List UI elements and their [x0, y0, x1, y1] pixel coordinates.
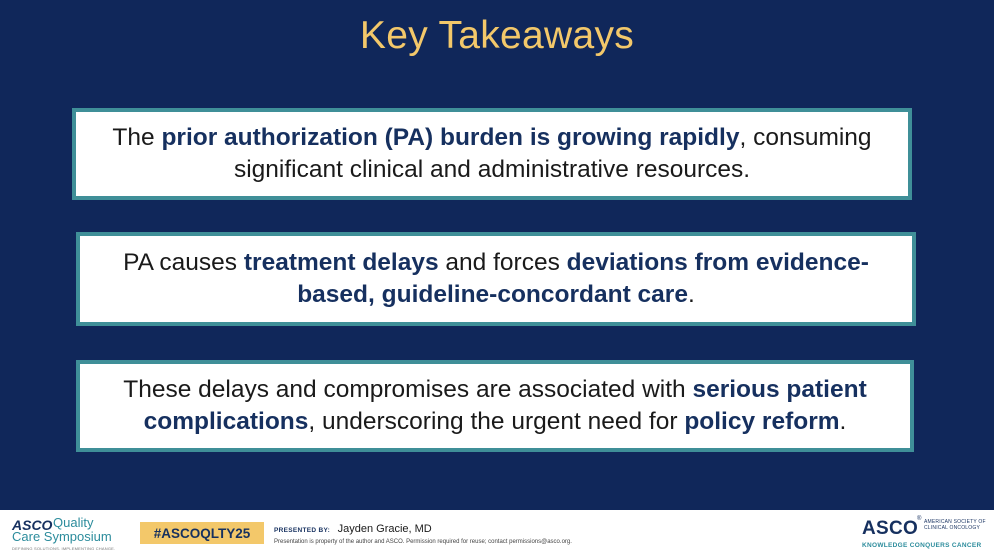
takeaway-text-3 — [98, 374, 892, 438]
takeaway-3-seg-4: policy reform — [684, 408, 840, 435]
presented-by-label: PRESENTED BY: — [274, 527, 331, 534]
takeaway-1-seg-1: The — [112, 124, 162, 151]
disclaimer-text: Presentation is property of the author and ASCO. Permission required for reuse; contact permissions@asco.org. — [274, 539, 572, 545]
takeaway-2-seg-1: PA causes — [123, 249, 244, 276]
logo-right-org — [924, 519, 986, 531]
takeaway-1-seg-3: , consuming significant clinical and administrative resources. — [233, 124, 872, 183]
logo-left-brand: ASCO — [12, 517, 53, 533]
takeaway-2-seg-4: deviations from evidence-based, guideline-concordant care — [297, 249, 869, 308]
slide-footer — [0, 510, 994, 552]
takeaway-3-seg-3: , underscoring the urgent need for — [308, 408, 685, 435]
logo-right-brand: ASCO — [862, 518, 919, 539]
logo-left-tagline: DEFINING SOLUTIONS. IMPLEMENTING CHANGE. — [12, 546, 116, 551]
hashtag-badge: #ASCOQLTY25 — [140, 522, 264, 544]
takeaway-2-seg-3: and forces — [438, 249, 567, 276]
takeaway-3-seg-2: serious patient complications — [143, 376, 867, 435]
logo-left-line2: Care Symposium — [12, 529, 112, 544]
takeaway-box-3 — [76, 360, 914, 452]
takeaway-1-seg-2: prior authorization (PA) burden is growing rapidly — [161, 124, 740, 151]
presenter-line — [274, 519, 432, 537]
takeaway-box-1 — [72, 108, 912, 200]
takeaway-2-seg-5: . — [687, 281, 695, 308]
takeaway-text-2 — [98, 247, 894, 311]
asco-quality-logo — [12, 515, 132, 549]
presenter-name: Jayden Gracie, MD — [337, 523, 432, 535]
logo-left-line1: Quality — [53, 515, 94, 530]
takeaway-text-1 — [94, 122, 890, 186]
slide-title: Key Takeaways — [359, 14, 635, 57]
takeaway-2-seg-2: treatment delays — [243, 249, 439, 276]
asco-main-logo — [862, 516, 986, 550]
takeaway-3-seg-5: . — [839, 408, 847, 435]
registered-mark: ® — [917, 516, 922, 522]
logo-right-tagline: KNOWLEDGE CONQUERS CANCER — [862, 542, 982, 549]
takeaway-box-2 — [76, 232, 916, 326]
takeaway-3-seg-1: These delays and compromises are associated with — [123, 376, 693, 403]
logo-right-org-line2: CLINICAL ONCOLOGY — [924, 525, 981, 531]
logo-right-org-line1: AMERICAN SOCIETY OF — [924, 519, 986, 525]
